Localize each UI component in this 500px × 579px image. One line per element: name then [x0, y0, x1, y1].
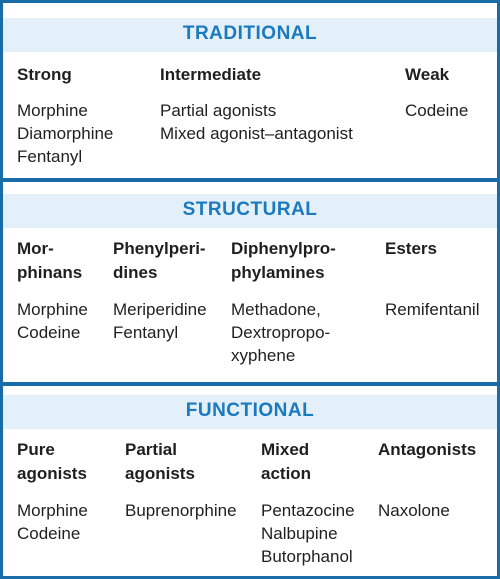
header-line: Weak [405, 65, 450, 84]
column-header-phenylperidines [113, 237, 206, 285]
column-items-pure-agonists [17, 499, 88, 545]
header-line: agonists [125, 464, 195, 483]
drug-item: Pentazocine [261, 501, 355, 520]
header-line: Mor- [17, 239, 54, 258]
column-header-morphinans [17, 237, 82, 285]
drug-item: Partial agonists [160, 101, 277, 120]
drug-item: Morphine [17, 501, 88, 520]
column-items-strong [17, 99, 113, 168]
header-line: Esters [385, 239, 437, 258]
column-items-mixed-action [261, 499, 355, 568]
header-line: Antagonists [378, 440, 477, 459]
header-line: Mixed [261, 440, 310, 459]
drug-item: Codeine [17, 524, 81, 543]
drug-item: Nalbupine [261, 524, 338, 543]
header-line: agonists [17, 464, 87, 483]
column-header-mixed-action [261, 438, 311, 486]
drug-item: Fentanyl [17, 147, 83, 166]
header-line: Pure [17, 440, 55, 459]
section-title: FUNCTIONAL [185, 400, 315, 421]
drug-item: Codeine [17, 323, 81, 342]
drug-item: Morphine [17, 101, 88, 120]
column-items-phenylperidines [113, 298, 207, 344]
drug-item: Butorphanol [261, 547, 353, 566]
column-header-strong [17, 63, 72, 87]
column-header-esters [385, 237, 437, 261]
column-items-esters [385, 298, 480, 321]
column-header-partial-agonists [125, 438, 195, 486]
section-functional [3, 386, 497, 576]
drug-item: Methadone, [231, 300, 321, 319]
drug-item: Diamorphine [17, 124, 114, 143]
column-header-weak [405, 63, 449, 87]
header-line: Intermediate [160, 65, 262, 84]
column-items-diphenylpropylamines [231, 298, 330, 367]
column-header-diphenylpropylamines [231, 237, 336, 285]
drug-item: Morphine [17, 300, 88, 319]
header-line: phylamines [231, 263, 325, 282]
column-items-weak [405, 99, 468, 122]
header-line: phinans [17, 263, 83, 282]
column-items-morphinans [17, 298, 88, 344]
header-line: dines [113, 263, 158, 282]
drug-item: Meriperidine [113, 300, 207, 319]
drug-item: Mixed agonist–antagonist [160, 124, 353, 143]
header-line: action [261, 464, 312, 483]
drug-item: xyphene [231, 346, 296, 365]
column-header-pure-agonists [17, 438, 87, 486]
column-items-partial-agonists [125, 499, 237, 522]
header-line: Strong [17, 65, 72, 84]
section-title: STRUCTURAL [182, 199, 318, 220]
column-header-antagonists [378, 438, 476, 462]
column-items-antagonists [378, 499, 450, 522]
column-items-intermediate [160, 99, 353, 145]
section-title: TRADITIONAL [182, 23, 318, 44]
drug-item: Fentanyl [113, 323, 179, 342]
drug-item: Codeine [405, 101, 469, 120]
drug-item: Buprenorphine [125, 501, 237, 520]
drug-item: Remifentanil [385, 300, 480, 319]
header-line: Partial [125, 440, 177, 459]
drug-item: Dextropropo- [231, 323, 331, 342]
header-line: Phenylperi- [113, 239, 206, 258]
section-structural [3, 182, 497, 382]
drug-item: Naxolone [378, 501, 450, 520]
column-header-intermediate [160, 63, 261, 87]
header-line: Diphenylpro- [231, 239, 336, 258]
section-traditional [3, 3, 497, 178]
